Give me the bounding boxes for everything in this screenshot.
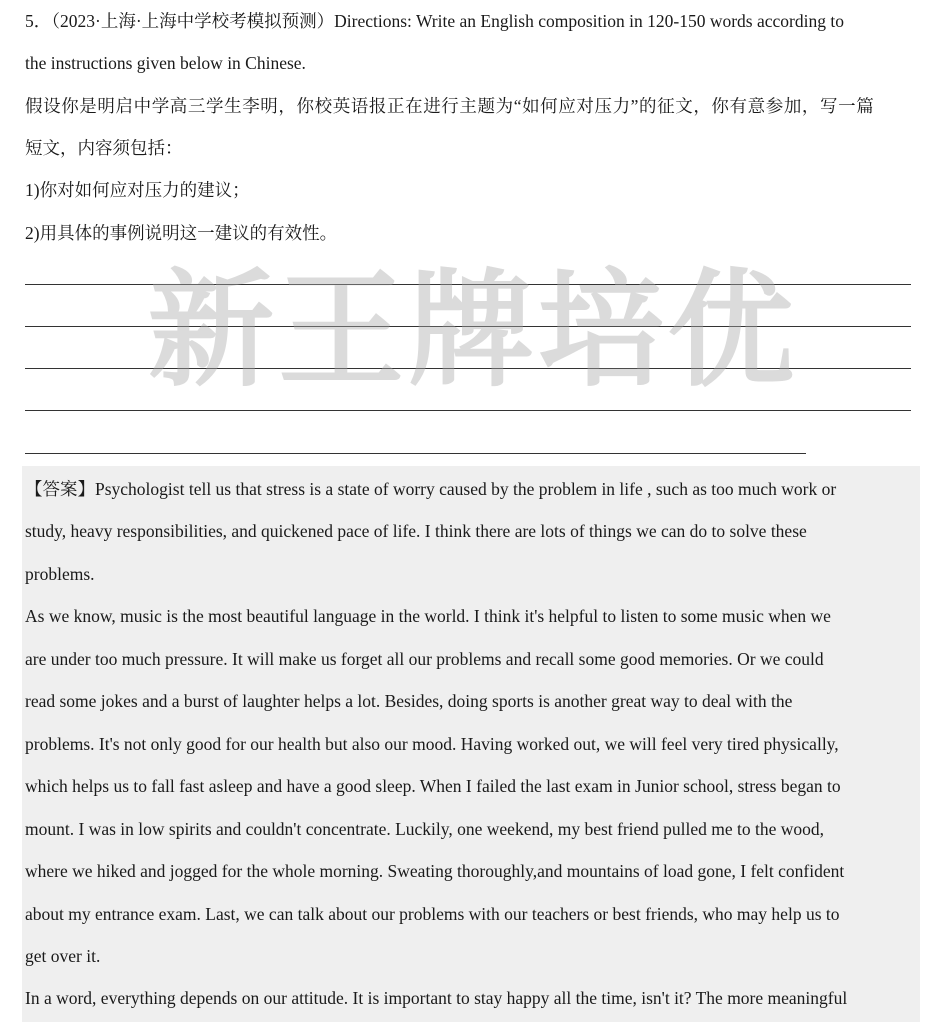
writing-line-5 [25, 453, 806, 454]
answer-line-12: get over it. [25, 946, 101, 966]
question-number: 5． [25, 11, 52, 31]
question-source: （2023·上海·上海中学校考模拟预测） [51, 11, 335, 31]
answer-line-1 [25, 477, 836, 501]
answer-line-2: study, heavy responsibilities, and quickened pace of life. I think there are lots of things we can do to solve these [25, 521, 807, 541]
answer-line-9: mount. I was in low spirits and couldn't concentrate. Luckily, one weekend, my best friend pulled me to the wood, [25, 819, 825, 839]
question-directions: Directions: Write an English composition in 120-150 words according to [334, 11, 844, 31]
question-header [25, 9, 844, 33]
answer-label: 【答案】 [25, 479, 95, 499]
answer-line-7: problems. It's not only good for our health but also our mood. Having worked out, we will feel very tired physically, [25, 734, 839, 754]
writing-line-4 [25, 410, 911, 411]
answer-line-13: In a word, everything depends on our attitude. It is important to stay happy all the time, isn't it? The more meaningful [25, 988, 848, 1008]
answer-line-3: problems. [25, 564, 95, 584]
answer-line-4: As we know, music is the most beautiful language in the world. I think it's helpful to listen to some music when we [25, 606, 831, 626]
question-prompt-line1: 假设你是明启中学高三学生李明，你校英语报正在进行主题为“如何应对压力”的征文，你有意参加，写一篇 [25, 96, 875, 116]
writing-line-1 [25, 284, 911, 285]
question-item-1: 1)你对如何应对压力的建议； [25, 180, 250, 200]
writing-line-3 [25, 368, 911, 369]
answer-line-5: are under too much pressure. It will make us forget all our problems and recall some good memories. Or we could [25, 649, 824, 669]
question-directions-cont: the instructions given below in Chinese. [25, 53, 306, 73]
answer-line-10: where we hiked and jogged for the whole morning. Sweating thoroughly,and mountains of load gone, I felt confident [25, 861, 845, 881]
question-prompt-line2: 短文，内容须包括： [25, 138, 183, 158]
answer-text: Psychologist tell us that stress is a state of worry caused by the problem in life , such as too much work or [95, 479, 837, 499]
answer-line-11: about my entrance exam. Last, we can talk about our problems with our teachers or best friends, who may help us to [25, 904, 840, 924]
answer-line-6: read some jokes and a burst of laughter helps a lot. Besides, doing sports is another great way to deal with the [25, 691, 793, 711]
watermark-text: 新王牌培优 [148, 257, 798, 404]
answer-line-8: which helps us to fall fast asleep and have a good sleep. When I failed the last exam in Junior school, stress began to [25, 776, 841, 796]
writing-line-2 [25, 326, 911, 327]
question-item-2: 2)用具体的事例说明这一建议的有效性。 [25, 223, 338, 243]
